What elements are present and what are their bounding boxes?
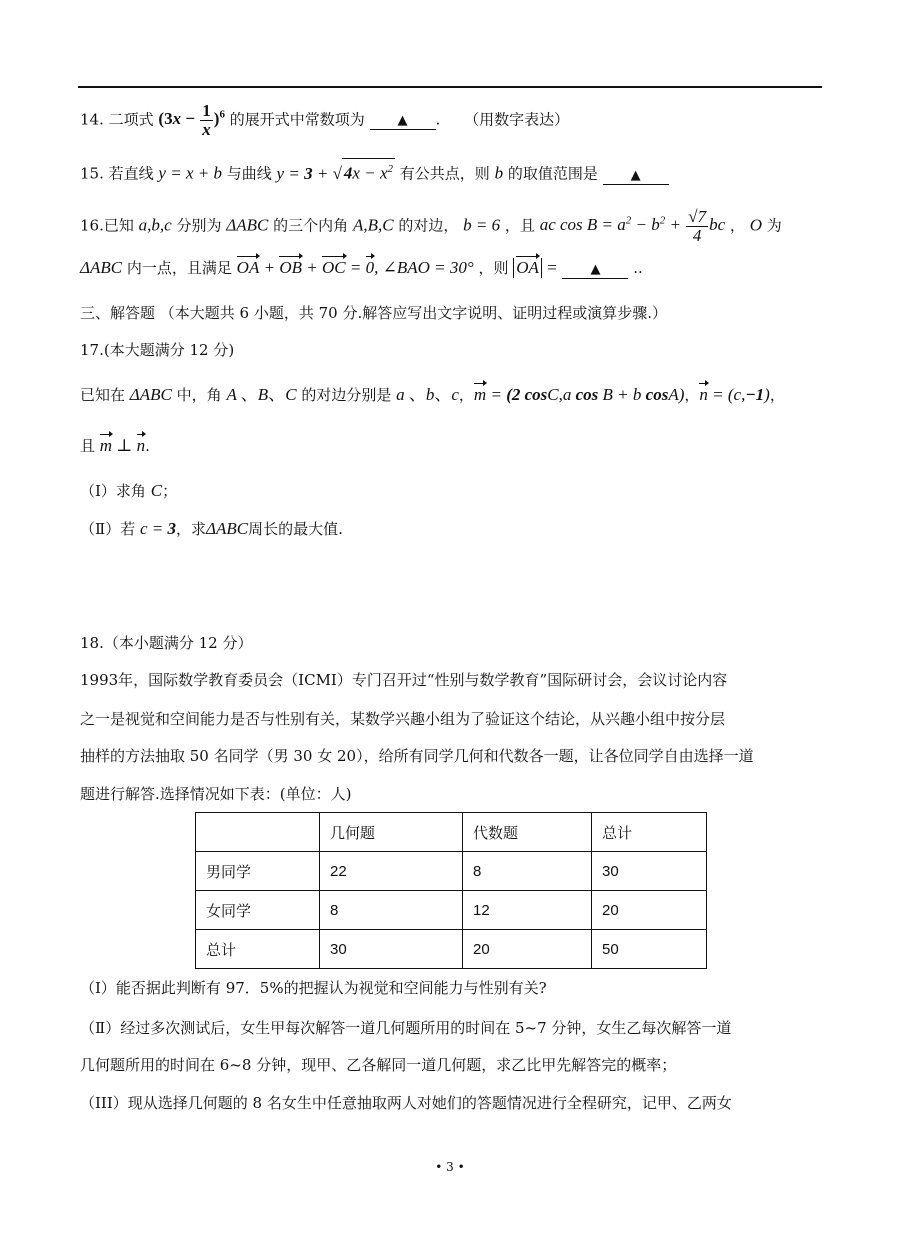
- q17-perp: m ⊥ n: [99, 436, 146, 455]
- question-18-part1: （Ⅰ）能否据此判断有 97．5%的把握认为视觉和空间能力与性别有关?: [80, 979, 547, 997]
- q17-sides: a 、b、c: [396, 385, 459, 404]
- q14-prefix: 14. 二项式: [80, 110, 154, 129]
- answer-blank-15: [603, 166, 669, 185]
- table-cell: 22: [320, 852, 463, 891]
- q16-triangle: ΔABC: [226, 215, 269, 235]
- q15-mid2: 有公共点，则: [399, 164, 490, 183]
- question-18-part2a: （Ⅱ）经过多次测试后，女生甲每次解答一道几何题所用的时间在 5~7 分钟，女生乙每次解答一道: [80, 1019, 732, 1037]
- table-cell: 代数题: [463, 813, 592, 852]
- q15-mid3: 的取值范围是: [507, 164, 598, 183]
- q17-vector-m: m = (2 cosC,a cos B + b cosA): [473, 385, 685, 404]
- table-header-row: [196, 813, 707, 852]
- table-cell: [196, 813, 320, 852]
- q17-text-a: 已知在: [80, 386, 126, 404]
- answer-blank-14: [370, 111, 436, 130]
- q16-text-d: 的对边，: [398, 216, 459, 235]
- table-cell: 8: [463, 852, 592, 891]
- q18-para-line: 抽样的方法抽取 50 名同学（男 30 女 20），给所有同学几何和代数各一题，让各位同学自由选择一道: [80, 747, 754, 765]
- q17-part2-b: ，求: [176, 520, 207, 538]
- question-17-line2: [80, 436, 150, 456]
- table-cell: 30: [592, 852, 707, 891]
- q17-part1-text: （Ⅰ）求角: [80, 482, 146, 500]
- q16-text-f: ，: [729, 216, 745, 235]
- q16-text-c: 的三个内角: [273, 216, 349, 235]
- table-cell: 12: [463, 891, 592, 930]
- triangle-icon: ▲: [590, 262, 601, 277]
- page-number: • 3 •: [435, 1160, 465, 1174]
- top-rule: [78, 86, 822, 88]
- table-cell: 总计: [196, 930, 320, 969]
- table-cell: 几何题: [320, 813, 463, 852]
- table-cell: 总计: [592, 813, 707, 852]
- table-cell: 20: [463, 930, 592, 969]
- table-cell: 50: [592, 930, 707, 969]
- q17-c: C: [150, 481, 163, 500]
- question-17-head: 17.(本大题满分 12 分): [80, 341, 235, 359]
- table-cell: 女同学: [196, 891, 320, 930]
- q15-curve-eq: y = 3 + √ $4x - x^2$: [277, 164, 395, 183]
- q16-b-value: b = 6: [463, 215, 501, 235]
- question-15: [80, 158, 669, 185]
- q17-angles: A 、B、C: [226, 385, 297, 404]
- q17-text-e: ，: [684, 386, 700, 404]
- table-cell: 8: [320, 891, 463, 930]
- question-16-line1: [80, 208, 782, 245]
- q17-vector-n: n = (c,−1): [699, 385, 770, 404]
- q17-text-b: 中，角: [176, 386, 222, 404]
- q15-line-eq: y = x + b: [158, 163, 222, 183]
- q16-vector-sum: OA + OB + OC = 0, ∠BAO = 30°: [236, 258, 474, 277]
- q14-suffix: 的展开式中常数项为: [229, 110, 365, 129]
- q16-text-2b: ，则: [478, 259, 509, 277]
- q16-text-b: 分别为: [176, 216, 222, 235]
- q14-end: .: [435, 110, 441, 129]
- q15-prefix: 15. 若直线: [80, 164, 154, 183]
- q17-part1-end: ；: [162, 482, 178, 500]
- table-cell: 20: [592, 891, 707, 930]
- q16-oa-abs: OA =: [513, 258, 557, 277]
- q16-end: ..: [633, 259, 643, 277]
- fraction: $\frac{√7}{4}$: [688, 207, 707, 245]
- q16-text-e: ，且: [504, 216, 535, 235]
- q16-text-2a: 内一点，且满足: [126, 259, 232, 277]
- q17-c-value: c = 3: [139, 519, 177, 538]
- q14-note: （用数字表达）: [464, 110, 570, 129]
- question-18-part2b: 几何题所用的时间在 6~8 分钟，现甲、乙各解同一道几何题，求乙比甲先解答完的概率；: [80, 1056, 677, 1074]
- q15-b: b: [494, 163, 504, 183]
- question-17-part2: [80, 519, 343, 539]
- q18-para-line: 之一是视觉和空间能力是否与性别有关，某数学兴趣小组为了验证这个结论，从兴趣小组中按分层: [80, 710, 726, 728]
- table-row: [196, 852, 707, 891]
- answer-blank-16: [562, 260, 628, 279]
- q17-part2-a: （Ⅱ）若: [80, 520, 136, 538]
- q17-triangle: ΔABC: [129, 385, 172, 404]
- question-18-part3: （III）现从选择几何题的 8 名女生中任意抽取两人对她们的答题情况进行全程研究，记甲、乙两女: [80, 1094, 732, 1112]
- table-cell: 男同学: [196, 852, 320, 891]
- q17-end: .: [145, 437, 150, 455]
- question-17-part1: [80, 481, 177, 501]
- fraction: $\frac{1}{x}$: [202, 101, 211, 139]
- q17-text-g: 且: [80, 437, 96, 455]
- selection-table: [195, 812, 707, 969]
- q18-para-line: 题进行解答.选择情况如下表：(单位：人): [80, 785, 352, 803]
- q17-triangle-2: ΔABC: [206, 519, 249, 538]
- table-row: [196, 930, 707, 969]
- question-17-line1: [80, 385, 785, 405]
- question-16-line2: [80, 258, 643, 279]
- q17-text-c: 的对边分别是: [301, 386, 392, 404]
- question-14: [80, 102, 569, 139]
- q17-text-d: ，: [458, 386, 474, 404]
- triangle-icon: ▲: [397, 113, 408, 129]
- q16-abc: a,b,c: [138, 215, 172, 235]
- q16-text-a: 16.已知: [80, 216, 134, 235]
- q16-triangle-2: ΔABC: [80, 258, 123, 277]
- table-cell: 30: [320, 930, 463, 969]
- q17-text-f: ，: [769, 386, 785, 404]
- q16-text-g: 为: [766, 216, 782, 235]
- q16-angles: A,B,C: [352, 215, 394, 235]
- q17-part2-c: 周长的最大值.: [248, 520, 343, 538]
- table-row: [196, 891, 707, 930]
- q16-o: O: [749, 215, 762, 235]
- q18-para-line: 1993年，国际数学教育委员会（ICMI）专门召开过“性别与数学教育”国际研讨会，会议讨论内容: [80, 671, 728, 689]
- triangle-icon: ▲: [630, 167, 641, 183]
- q14-binomial: (3x − $\frac{1}{x}$ )$^6$: [158, 101, 225, 139]
- q16-condition: ac $\cos B = a^2 - b^2$ + $\frac{√7}{4}$ bc: [539, 207, 726, 245]
- q15-mid1: 与曲线: [226, 164, 272, 183]
- section-title: 三、解答题 （本大题共 6 小题，共 70 分.解答应写出文字说明、证明过程或演算步骤.）: [80, 304, 668, 322]
- question-18-head: 18.（本小题满分 12 分）: [80, 634, 253, 652]
